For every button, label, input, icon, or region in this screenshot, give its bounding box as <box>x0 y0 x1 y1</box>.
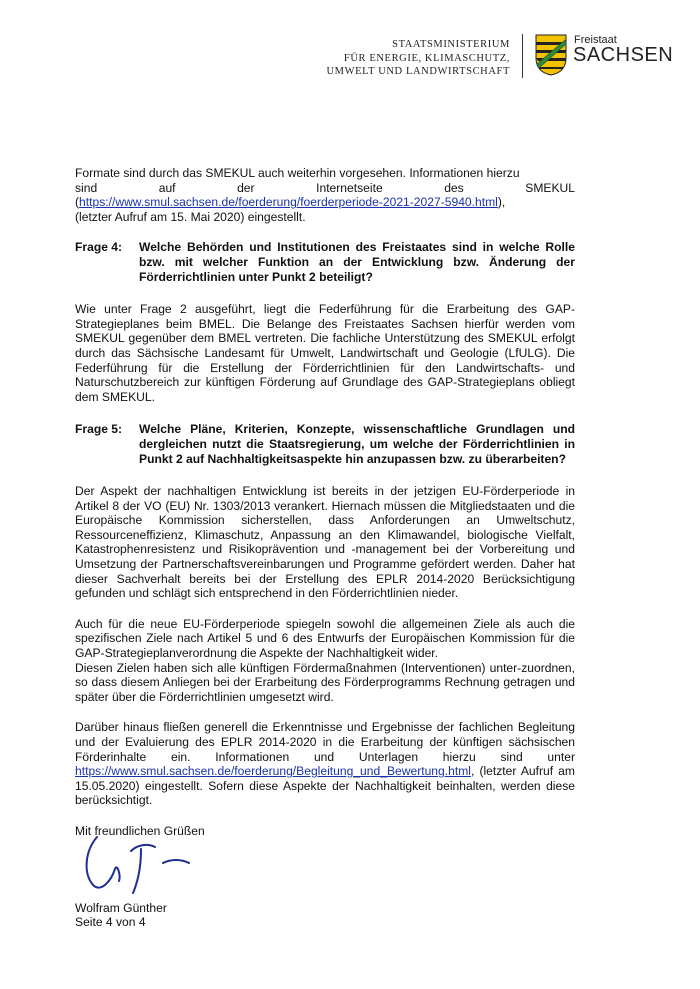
intro-close-paren: ), <box>497 195 506 210</box>
ministry-name <box>326 38 510 79</box>
ministry-line-1: STAATSMINISTERIUM <box>392 39 510 50</box>
intro-open-paren: ( <box>75 195 80 210</box>
answer-5-p3-before: Darüber hinaus fließen generell die Erkenntnisse und Ergebnisse der fachlichen Begleitung und der Evaluierung des EPLR 2014-2020 in die Erarbeitung der künftigen sächsischen Förderinhalte ein. Informationen und Unterlagen hierzu sind unter <box>75 720 575 764</box>
letter-body <box>75 166 575 930</box>
signature-area <box>75 839 575 901</box>
answer-4: Wie unter Frage 2 ausgeführt, liegt die Federführung für die Erarbeitung des GAP-Strategieplanes beim BMEL. Die Belange des Freistaates Sachsen hierfür werden vom SMEKUL gegenüber dem BMEL vertreten. Die fachliche Unterstützung des SMEKUL erfolgt durch das Sächsische Landesamt für Umwelt, Landwirtschaft und Geologie (LfULG). Die Federführung für die Erstellung der Förderrichtlinien für den Landwirtschafts- und Naturschutzbereich zur künftigen Förderung auf Grundlage des GAP-Strategieplans obliegt dem SMEKUL. <box>75 302 575 404</box>
question-5-label: Frage 5: <box>75 422 123 437</box>
question-4-text: Welche Behörden und Institutionen des Freistaates sind in welche Rolle bzw. mit welcher Funktion an der Entwicklung bzw. Änderung der Förderrichtlinien unter Punkt 2 beteiligt? <box>139 240 575 284</box>
state-label-small: Freistaat <box>574 34 617 46</box>
closing-greeting: Mit freundlichen Grüßen <box>75 823 205 838</box>
question-4 <box>75 240 575 284</box>
signatory-name: Wolfram Günther <box>75 900 167 915</box>
question-5-text: Welche Pläne, Kriterien, Konzepte, wissenschaftliche Grundlagen und dergleichen nutzt die Staatsregierung, um welche der Förderrichtlinien in Punkt 2 auf Nachhaltigkeitsaspekte hin anzupassen bzw. zu überarbeiten? <box>139 422 575 466</box>
saxony-coat-of-arms-icon <box>535 34 567 76</box>
intro-line-1: Formate sind durch das SMEKUL auch weiterhin vorgesehen. Informationen hierzu <box>75 166 520 180</box>
intro-line-4: (letzter Aufruf am 15. Mai 2020) eingestellt. <box>75 209 306 224</box>
answer-5-paragraph-2b: Diesen Zielen haben sich alle künftigen Fördermaßnahmen (Interventionen) unter-zuordnen, so dass diesem Anliegen bei der Erarbeitung des Förderprogramms Rechnung getragen und später über die Förderrichtlinien umgesetzt wird. <box>75 660 575 704</box>
answer-5-paragraph-1: Der Aspekt der nachhaltigen Entwicklung ist bereits in der jetzigen EU-Förderperiode in Artikel 8 der VO (EU) Nr. 1303/2013 verankert. Hiernach müssen die Mitgliedstaaten und die Europäische Kommission sicherstellen, dass Anforderungen an Umweltschutz, Ressourceneffizienz, Klimaschutz, Anpassung an den Klimawandel, biologische Vielfalt, Katastrophenresistenz und Risikoprävention und -management bei der Vorbereitung und Umsetzung der Partnerschaftsvereinbarungen und Programme gefördert werden. Daher hat dieser Sachverhalt bereits bei der Erstellung des EPLR 2014-2020 Berücksichtigung gefunden und schlägt sich entsprechend in den Förderrichtlinien nieder. <box>75 484 575 601</box>
intro-line-2: sind auf der Internetseite des SMEKUL <box>75 180 575 195</box>
answer-5-paragraph-2a: Auch für die neue EU-Förderperiode spiegeln sowohl die allgemeinen Ziele als auch die spezifischen Ziele nach Artikel 5 und 6 des Entwurfs der Europäischen Kommission für die GAP-Strategieplanverordnung die Aspekte der Nachhaltigkeit wider. <box>75 616 575 661</box>
header-divider <box>522 34 523 78</box>
question-5 <box>75 422 575 466</box>
ministry-line-3: UMWELT UND LANDWIRTSCHAFT <box>326 66 510 77</box>
letterhead <box>0 34 700 84</box>
ministry-line-2: FÜR ENERGIE, KLIMASCHUTZ, <box>343 52 510 64</box>
intro-line-3 <box>75 195 575 210</box>
signature-icon <box>75 829 205 899</box>
begleitung-bewertung-link[interactable]: https://www.smul.sachsen.de/foerderung/Begleitung_und_Bewertung.html <box>75 764 471 779</box>
state-label-big: SACHSEN <box>573 44 674 66</box>
foerderperiode-link[interactable]: https://www.smul.sachsen.de/foerderung/foerderperiode-2021-2027-5940.html <box>79 195 498 210</box>
answer-5-p3-after: , (letzter Aufruf am 15.05.2020) eingestellt. Sofern diese Aspekte der Nachhaltigkeit beinhalten, werden diese berücksichtigt. <box>75 764 575 808</box>
question-4-label: Frage 4: <box>75 240 123 255</box>
answer-5-paragraph-3 <box>75 720 575 808</box>
page-number: Seite 4 von 4 <box>75 915 146 930</box>
